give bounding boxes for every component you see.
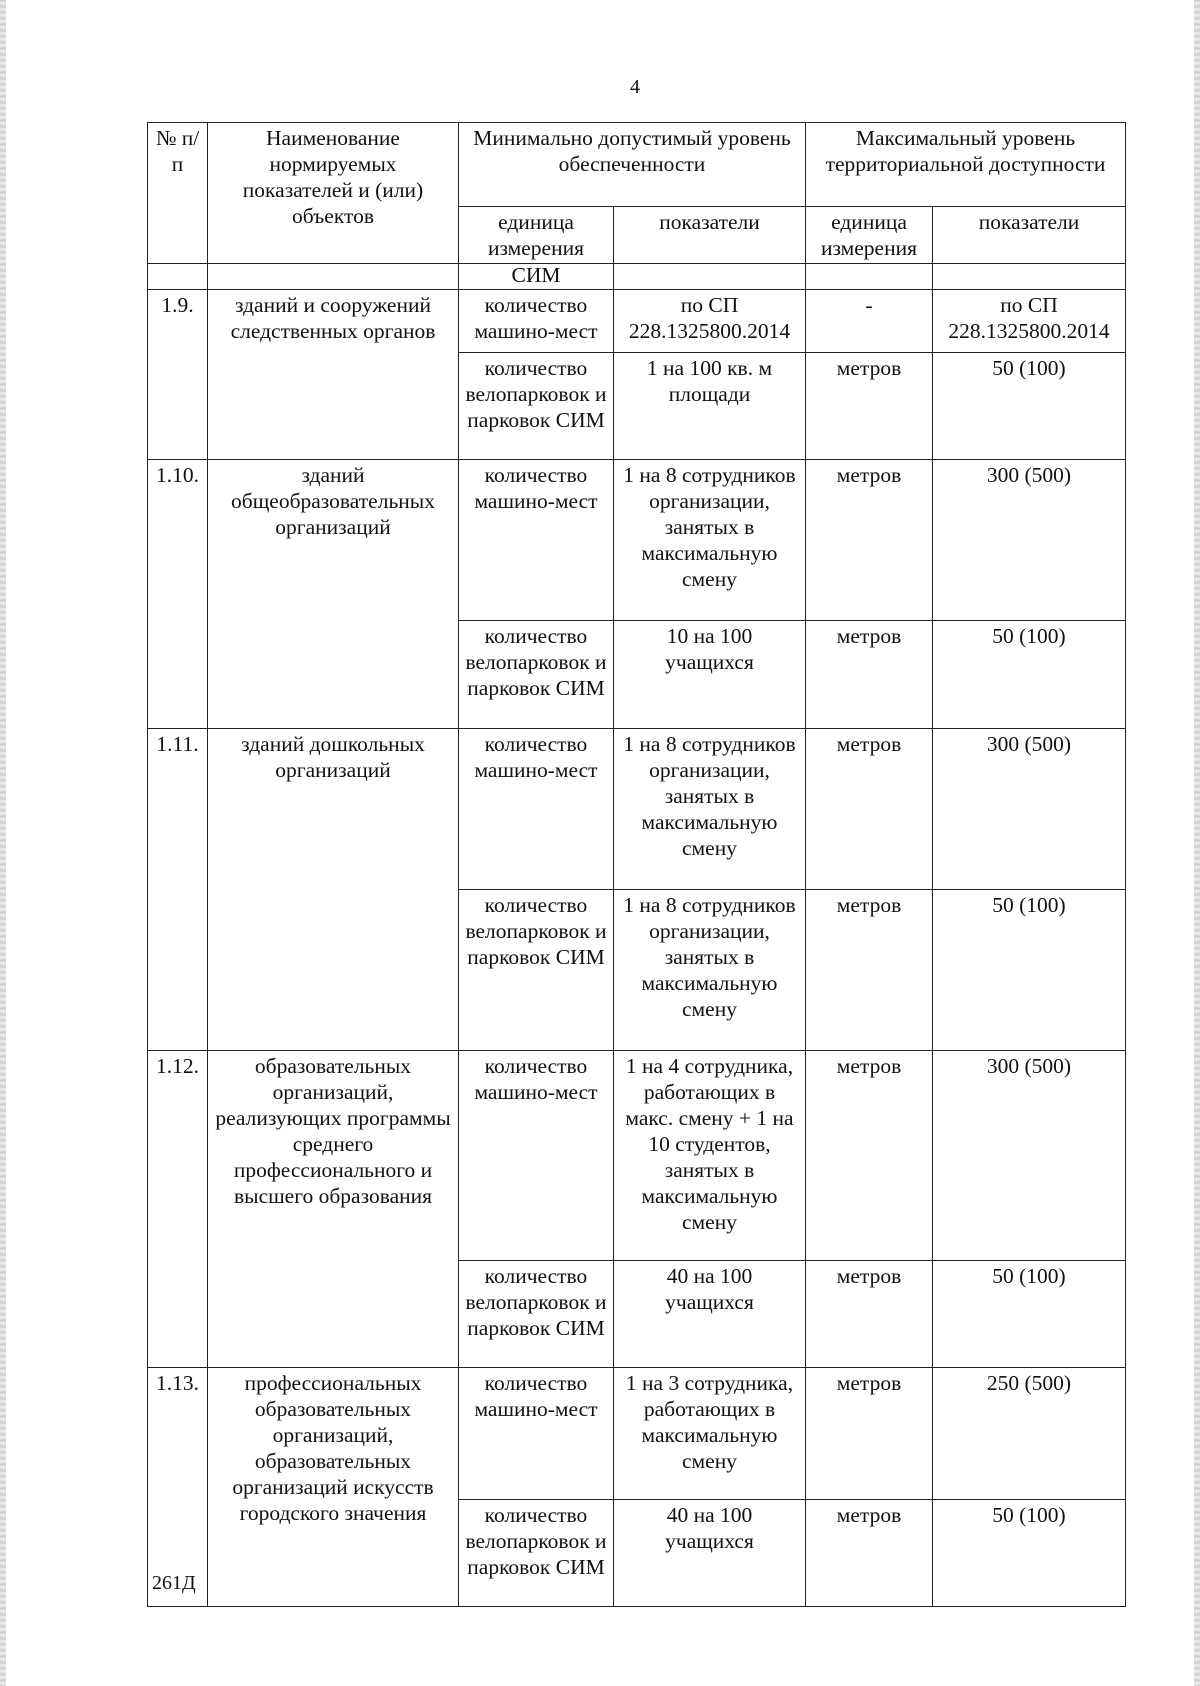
- table-row: [148, 290, 1126, 353]
- cell-unit: количество машино-мест: [459, 1051, 614, 1261]
- cell-unit: количество машино-мест: [459, 1368, 614, 1500]
- cell-unit: количество машино-мест: [459, 460, 614, 621]
- carry-over-row: [148, 264, 1126, 290]
- cell-unit: количество машино-мест: [459, 729, 614, 890]
- cell-dist-value: 250 (500): [933, 1368, 1126, 1500]
- cell-dist-value: 50 (100): [933, 1261, 1126, 1368]
- cell-dist-unit: метров: [806, 460, 933, 621]
- cell-dist-unit: метров: [806, 890, 933, 1051]
- table-row: [148, 729, 1126, 890]
- scan-edge-right: [1194, 0, 1200, 1686]
- cell-dist-value: по СП 228.1325800.2014: [933, 290, 1126, 353]
- cell-unit: количество велопарковок и парковок СИМ: [459, 353, 614, 460]
- cell-dist-value: 50 (100): [933, 353, 1126, 460]
- carry-over-text: СИМ: [459, 264, 614, 290]
- cell-dist-unit: метров: [806, 729, 933, 890]
- row-name: профессиональных образовательных организаций, образовательных организаций искусств городского значения: [208, 1368, 459, 1607]
- cell-dist-unit: метров: [806, 1261, 933, 1368]
- cell-value: 1 на 8 сотрудников организации, занятых в максимальную смену: [614, 890, 806, 1051]
- cell-value: 1 на 8 сотрудников организации, занятых в максимальную смену: [614, 729, 806, 890]
- cell-value: 1 на 3 сотрудника, работающих в максимальную смену: [614, 1368, 806, 1500]
- document-code: 261Д: [152, 1572, 196, 1594]
- scan-edge-left: [0, 0, 6, 1686]
- header-indicators-min: показатели: [614, 207, 806, 264]
- cell-dist-unit: метров: [806, 353, 933, 460]
- header-unit-min: единица измерения: [459, 207, 614, 264]
- table-row: [148, 1368, 1126, 1500]
- row-name: зданий общеобразовательных организаций: [208, 460, 459, 729]
- header-row: [148, 123, 1126, 207]
- cell-dist-unit: -: [806, 290, 933, 353]
- row-name: зданий дошкольных организаций: [208, 729, 459, 1051]
- cell-dist-value: 50 (100): [933, 890, 1126, 1051]
- cell-value: 1 на 4 сотрудника, работающих в макс. смену + 1 на 10 студентов, занятых в максимальную смену: [614, 1051, 806, 1261]
- cell-value: 1 на 100 кв. м площади: [614, 353, 806, 460]
- cell-unit: количество велопарковок и парковок СИМ: [459, 1500, 614, 1607]
- cell-dist-value: 50 (100): [933, 621, 1126, 729]
- table-row: [148, 460, 1126, 621]
- cell-value: 40 на 100 учащихся: [614, 1500, 806, 1607]
- row-name: образовательных организаций, реализующих программы среднего профессионального и высшего образования: [208, 1051, 459, 1368]
- cell-dist-value: 50 (100): [933, 1500, 1126, 1607]
- row-number: 1.9.: [148, 290, 208, 460]
- cell-value: 1 на 8 сотрудников организации, занятых в максимальную смену: [614, 460, 806, 621]
- table-row: [148, 1051, 1126, 1261]
- row-number: 1.11.: [148, 729, 208, 1051]
- cell-dist-value: 300 (500): [933, 1051, 1126, 1261]
- cell-dist-unit: метров: [806, 621, 933, 729]
- cell-unit: количество велопарковок и парковок СИМ: [459, 621, 614, 729]
- row-number: 1.13.: [148, 1368, 208, 1607]
- row-number: 1.10.: [148, 460, 208, 729]
- row-name: зданий и сооружений следственных органов: [208, 290, 459, 460]
- header-name: Наименование нормируемых показателей и (или) объектов: [208, 123, 459, 264]
- page-number: 4: [630, 76, 640, 98]
- cell-dist-unit: метров: [806, 1500, 933, 1607]
- row-number: 1.12.: [148, 1051, 208, 1368]
- cell-value: 10 на 100 учащихся: [614, 621, 806, 729]
- cell-dist-value: 300 (500): [933, 729, 1126, 890]
- cell-value: по СП 228.1325800.2014: [614, 290, 806, 353]
- norms-table: [147, 122, 1126, 1607]
- cell-dist-unit: метров: [806, 1051, 933, 1261]
- header-unit-max: единица измерения: [806, 207, 933, 264]
- cell-unit: количество машино-мест: [459, 290, 614, 353]
- header-indicators-max: показатели: [933, 207, 1126, 264]
- cell-value: 40 на 100 учащихся: [614, 1261, 806, 1368]
- cell-unit: количество велопарковок и парковок СИМ: [459, 1261, 614, 1368]
- cell-dist-value: 300 (500): [933, 460, 1126, 621]
- cell-dist-unit: метров: [806, 1368, 933, 1500]
- header-num: № п/п: [148, 123, 208, 264]
- header-min-level: Минимально допустимый уровень обеспеченности: [459, 123, 806, 207]
- cell-unit: количество велопарковок и парковок СИМ: [459, 890, 614, 1051]
- header-max-level: Максимальный уровень территориальной доступности: [806, 123, 1126, 207]
